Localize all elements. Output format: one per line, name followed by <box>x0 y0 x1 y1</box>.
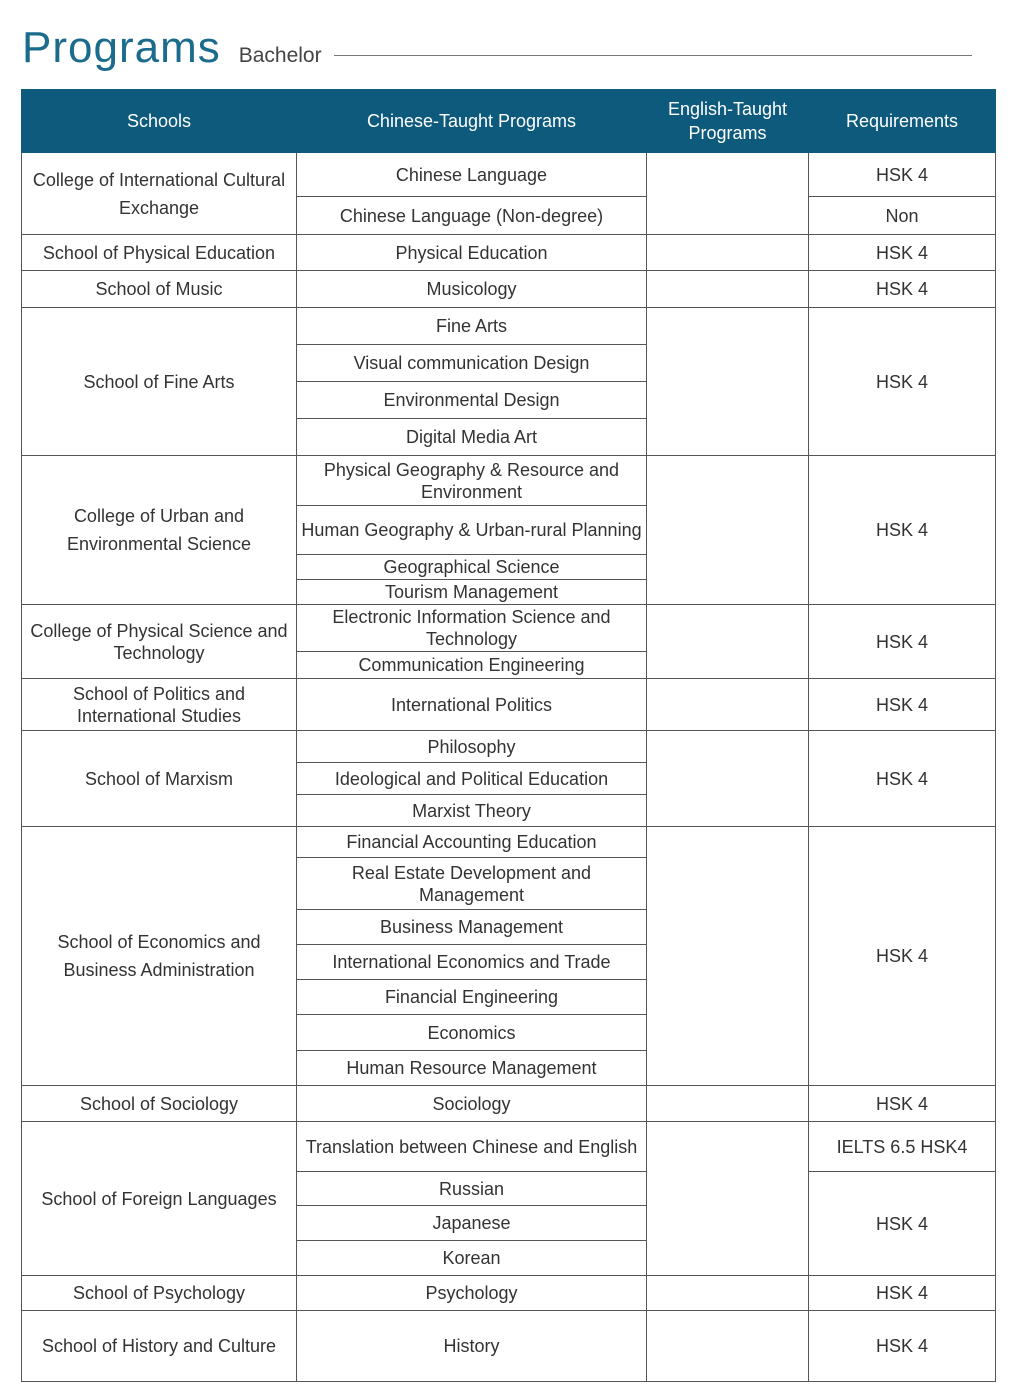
requirement: IELTS 6.5 HSK4 <box>809 1122 996 1172</box>
program-name: Human Geography & Urban-rural Planning <box>297 506 647 555</box>
requirement: HSK 4 <box>809 679 996 731</box>
page-title: Programs <box>22 23 221 72</box>
table-row <box>22 271 996 308</box>
program-name: Geographical Science <box>297 555 647 580</box>
program-name: International Economics and Trade <box>297 945 647 980</box>
program-name: Psychology <box>297 1276 647 1311</box>
english-taught-cell <box>647 456 809 605</box>
table-row <box>22 1276 996 1311</box>
program-name: Physical Geography & Resource and Environment <box>297 456 647 506</box>
program-name: Environmental Design <box>297 382 647 419</box>
program-name: Musicology <box>297 271 647 308</box>
requirement: HSK 4 <box>809 1086 996 1122</box>
program-name: Chinese Language (Non-degree) <box>297 197 647 235</box>
requirement: HSK 4 <box>809 1276 996 1311</box>
requirement: HSK 4 <box>809 605 996 679</box>
program-name: Fine Arts <box>297 308 647 345</box>
requirement: HSK 4 <box>809 1311 996 1382</box>
program-name: Financial Engineering <box>297 980 647 1015</box>
school-name: School of Fine Arts <box>22 308 297 456</box>
requirement: Non <box>809 197 996 235</box>
program-name: Ideological and Political Education <box>297 763 647 795</box>
table-row <box>22 1122 996 1172</box>
english-taught-cell <box>647 271 809 308</box>
column-header-english-taught: English-Taught Programs <box>647 90 809 153</box>
table-row <box>22 235 996 271</box>
program-name: Communication Engineering <box>297 652 647 679</box>
page-header <box>22 18 972 70</box>
english-taught-cell <box>647 1122 809 1276</box>
school-name: College of Physical Science and Technology <box>22 605 297 679</box>
english-taught-cell <box>647 308 809 456</box>
program-name: Physical Education <box>297 235 647 271</box>
table-row <box>22 1086 996 1122</box>
program-name: Electronic Information Science and Technology <box>297 605 647 652</box>
school-name: School of Music <box>22 271 297 308</box>
table-row <box>22 605 996 652</box>
table-row <box>22 1311 996 1382</box>
english-taught-cell <box>647 153 809 235</box>
school-name: School of Politics and International Studies <box>22 679 297 731</box>
requirement: HSK 4 <box>809 731 996 827</box>
table-row <box>22 827 996 858</box>
school-name: College of Urban and Environmental Science <box>22 456 297 605</box>
program-name: Human Resource Management <box>297 1051 647 1086</box>
table-header-row <box>22 90 996 153</box>
program-name: Digital Media Art <box>297 419 647 456</box>
program-name: Translation between Chinese and English <box>297 1122 647 1172</box>
program-name: Real Estate Development and Management <box>297 858 647 910</box>
program-name: Business Management <box>297 910 647 945</box>
table-row <box>22 456 996 506</box>
column-header-requirements: Requirements <box>809 90 996 153</box>
column-header-chinese-taught: Chinese-Taught Programs <box>297 90 647 153</box>
program-name: Philosophy <box>297 731 647 763</box>
english-taught-cell <box>647 605 809 679</box>
english-taught-cell <box>647 1311 809 1382</box>
english-taught-cell <box>647 827 809 1086</box>
school-name: School of Physical Education <box>22 235 297 271</box>
school-name: School of Foreign Languages <box>22 1122 297 1276</box>
table-row <box>22 153 996 197</box>
school-name: School of Psychology <box>22 1276 297 1311</box>
english-taught-cell <box>647 1086 809 1122</box>
program-name: Tourism Management <box>297 580 647 605</box>
page-subtitle: Bachelor <box>238 44 322 67</box>
program-name: Financial Accounting Education <box>297 827 647 858</box>
requirement: HSK 4 <box>809 456 996 605</box>
program-name: Russian <box>297 1172 647 1206</box>
program-name: History <box>297 1311 647 1382</box>
requirement: HSK 4 <box>809 827 996 1086</box>
english-taught-cell <box>647 1276 809 1311</box>
requirement: HSK 4 <box>809 235 996 271</box>
program-name: Japanese <box>297 1206 647 1241</box>
program-name: Marxist Theory <box>297 795 647 827</box>
column-header-schools: Schools <box>22 90 297 153</box>
school-name: School of Marxism <box>22 731 297 827</box>
english-taught-cell <box>647 235 809 271</box>
table-row <box>22 731 996 763</box>
table-row <box>22 679 996 731</box>
requirement: HSK 4 <box>809 153 996 197</box>
school-name: College of International Cultural Exchange <box>22 153 297 235</box>
requirement: HSK 4 <box>809 271 996 308</box>
program-name: International Politics <box>297 679 647 731</box>
programs-table <box>21 89 996 1382</box>
table-row <box>22 308 996 345</box>
english-taught-cell <box>647 731 809 827</box>
school-name: School of History and Culture <box>22 1311 297 1382</box>
english-taught-cell <box>647 679 809 731</box>
program-name: Sociology <box>297 1086 647 1122</box>
requirement: HSK 4 <box>809 1172 996 1276</box>
program-name: Chinese Language <box>297 153 647 197</box>
header-divider <box>334 55 972 56</box>
program-name: Korean <box>297 1241 647 1276</box>
program-name: Visual communication Design <box>297 345 647 382</box>
school-name: School of Sociology <box>22 1086 297 1122</box>
requirement: HSK 4 <box>809 308 996 456</box>
school-name: School of Economics and Business Administration <box>22 827 297 1086</box>
program-name: Economics <box>297 1015 647 1051</box>
